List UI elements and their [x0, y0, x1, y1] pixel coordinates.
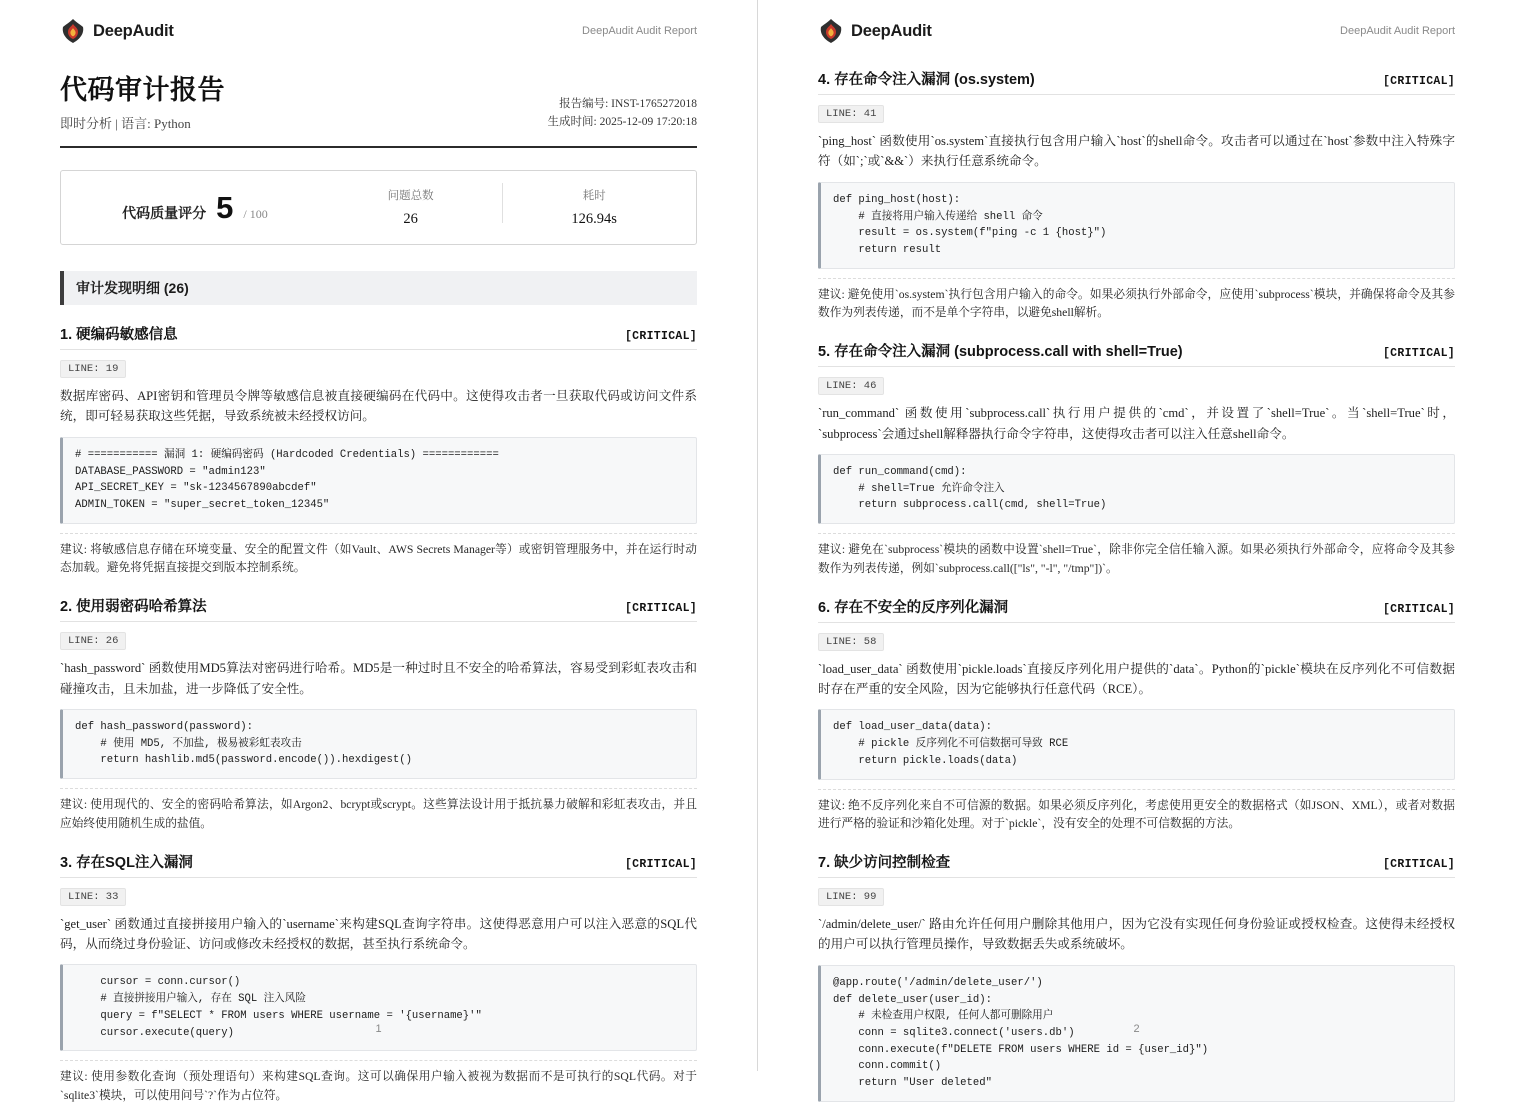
report-subtitle: 即时分析 | 语言: Python — [60, 116, 191, 131]
finding-line-number: LINE: 41 — [818, 105, 884, 123]
finding-recommendation: 建议: 避免使用`os.system`执行包含用户输入的命令。如果必须执行外部命令，应使用`subprocess`模块，并确保将命令及其参数作为列表传递，而不是单个字符串，以避免shell解析。 — [818, 278, 1455, 323]
finding-title: 2. 使用弱密码哈希算法 — [60, 599, 207, 616]
finding-code-block: def hash_password(password): # 使用 MD5, 不加盐, 极易被彩虹表攻击 return hashlib.md5(password.encode()).hexdigest() — [60, 709, 697, 779]
status-badge: [CRITICAL] — [1382, 75, 1455, 88]
finding-code-block: def ping_host(host): # 直接将用户输入传递给 shell 命令 result = os.system(f"ping -c 1 {host}") return result — [818, 182, 1455, 269]
finding-item — [818, 340, 1455, 578]
finding-header — [818, 596, 1455, 623]
finding-item — [60, 323, 697, 578]
finding-header — [818, 68, 1455, 95]
finding-line-number: LINE: 19 — [60, 360, 126, 378]
brand-logo — [60, 18, 174, 44]
finding-item — [818, 596, 1455, 834]
finding-recommendation: 建议: 绝不反序列化来自不可信源的数据。如果必须反序列化，考虑使用更安全的数据格式（如JSON、XML），或者对数据进行严格的验证和沙箱化处理。对于`pickle`，没有安全的处理不可信数据的方法。 — [818, 789, 1455, 834]
finding-code-block: @app.route('/admin/delete_user/') def delete_user(user_id): # 未检查用户权限, 任何人都可删除用户 conn = sqlite3.connect('users.db') conn.execute(f"DELETE FROM users WHERE id = {user_id}") conn.commit() return "User deleted" — [818, 965, 1455, 1102]
document-page-1 — [0, 0, 757, 1103]
summary-box — [60, 170, 697, 245]
finding-item — [60, 851, 697, 1106]
report-meta — [548, 96, 698, 132]
finding-description: `load_user_data` 函数使用`pickle.loads`直接反序列化用户提供的`data`。Python的`pickle`模块在反序列化不可信数据时存在严重的安全风险，因为它能够执行任意代码（RCE）。 — [818, 661, 1455, 696]
finding-item — [818, 851, 1455, 1102]
finding-header — [60, 595, 697, 622]
finding-recommendation: 建议: 将敏感信息存储在环境变量、安全的配置文件（如Vault、AWS Secrets Manager等）或密钥管理服务中，并在运行时动态加载。避免将凭据直接提交到版本控制系统。 — [60, 533, 697, 578]
finding-header — [818, 340, 1455, 367]
finding-description: `run_command` 函数使用`subprocess.call`执行用户提供的`cmd`，并设置了`shell=True`。当`shell=True`时，`subprocess`会通过shell解释器执行命令字符串，这使得攻击者可以注入任意shell命令。 — [818, 406, 1455, 441]
finding-title: 7. 缺少访问控制检查 — [818, 855, 951, 871]
finding-line-number: LINE: 33 — [60, 888, 126, 906]
report-id: 报告编号: INST-1765272018 — [559, 98, 697, 111]
finding-item — [818, 68, 1455, 323]
page-number: 1 — [375, 1023, 382, 1035]
score-value: 5 — [216, 189, 234, 225]
page-title: 代码审计报告 — [60, 75, 225, 105]
finding-item — [60, 595, 697, 833]
status-badge: [CRITICAL] — [1382, 858, 1455, 871]
finding-header — [60, 851, 697, 878]
score-max: / 100 — [243, 206, 268, 221]
issues-cell — [319, 187, 503, 228]
document-page-2 — [758, 0, 1515, 1090]
flame-shield-icon — [818, 18, 844, 44]
finding-description: `ping_host` 函数使用`os.system`直接执行包含用户输入`host`的shell命令。攻击者可以通过在`host`参数中注入特殊字符（如`;`或`&&`）来执行任意系统命令。 — [818, 134, 1455, 169]
finding-description: `hash_password` 函数使用MD5算法对密码进行哈希。MD5是一种过时且不安全的哈希算法，容易受到彩虹表攻击和碰撞攻击，且未加盐，进一步降低了安全性。 — [60, 661, 697, 696]
status-badge: [CRITICAL] — [624, 602, 697, 616]
finding-title: 4. 存在命令注入漏洞 (os.system) — [818, 72, 1035, 88]
finding-title: 5. 存在命令注入漏洞 (subprocess.call with shell=True) — [818, 344, 1183, 361]
finding-recommendation: 建议: 使用参数化查询（预处理语句）来构建SQL查询。这可以确保用户输入被视为数据而不是可执行的SQL代码。对于`sqlite3`模块，可以使用问号`?`作为占位符。 — [60, 1060, 697, 1105]
finding-code-block: # =========== 漏洞 1: 硬编码密码 (Hardcoded Credentials) ============ DATABASE_PASSWORD = "admin123" API_SECRET_KEY = "sk-1234567890abcdef" ADMIN_TOKEN = "super_secret_token_12345" — [60, 437, 697, 524]
brand-name: DeepAudit — [93, 21, 174, 40]
report-title-row — [60, 68, 697, 148]
finding-recommendation: 建议: 使用现代的、安全的密码哈希算法，如Argon2、bcrypt或scrypt。这些算法设计用于抵抗暴力破解和彩虹表攻击，并且应始终使用随机生成的盐值。 — [60, 788, 697, 833]
issues-value: 26 — [403, 211, 418, 227]
report-generated-time: 生成时间: 2025-12-09 17:20:18 — [547, 116, 697, 129]
finding-line-number: LINE: 58 — [818, 633, 884, 651]
page-header — [818, 18, 1455, 50]
finding-recommendation: 建议: 避免在`subprocess`模块的函数中设置`shell=True`，除非你完全信任输入源。如果必须执行外部命令，应将命令及其参数作为列表传递，例如`subprocess.call(["ls", "-l", "/tmp"])`。 — [818, 533, 1455, 578]
finding-line-number: LINE: 99 — [818, 888, 884, 906]
finding-description: 数据库密码、API密钥和管理员令牌等敏感信息被直接硬编码在代码中。这使得攻击者一旦获取代码或访问文件系统，即可轻易获取这些凭据，导致系统被未经授权访问。 — [60, 389, 697, 424]
page-number: 2 — [1133, 1023, 1140, 1035]
page-header — [60, 18, 697, 50]
flame-shield-icon — [60, 18, 86, 44]
status-badge: [CRITICAL] — [624, 857, 697, 871]
brand-logo — [818, 18, 932, 44]
finding-title: 3. 存在SQL注入漏洞 — [60, 854, 193, 871]
duration-label: 耗时 — [582, 190, 606, 202]
score-cell — [71, 190, 319, 226]
finding-header — [818, 851, 1455, 878]
header-report-label: DeepAudit Audit Report — [1340, 25, 1455, 37]
status-badge: [CRITICAL] — [1382, 347, 1455, 361]
finding-line-number: LINE: 26 — [60, 632, 126, 650]
finding-line-number: LINE: 46 — [818, 377, 884, 395]
findings-section-header: 审计发现明细 (26) — [60, 271, 697, 305]
finding-code-block: cursor = conn.cursor() # 直接拼接用户输入, 存在 SQL 注入风险 query = f"SELECT * FROM users WHERE username = '{username}'" cursor.execute(query) — [60, 964, 697, 1051]
score-label: 代码质量评分 — [122, 204, 207, 221]
duration-cell — [502, 187, 686, 228]
issues-label: 问题总数 — [387, 190, 434, 202]
duration-value: 126.94s — [571, 211, 617, 227]
finding-description: `get_user` 函数通过直接拼接用户输入的`username`来构建SQL查询字符串。这使得恶意用户可以注入恶意的SQL代码，从而绕过身份验证、访问或修改未经授权的数据，甚至执行系统命令。 — [60, 916, 697, 951]
status-badge: [CRITICAL] — [1382, 602, 1455, 616]
finding-header — [60, 323, 697, 350]
finding-title: 6. 存在不安全的反序列化漏洞 — [818, 599, 1009, 616]
header-report-label: DeepAudit Audit Report — [582, 25, 697, 37]
status-badge: [CRITICAL] — [624, 330, 697, 343]
finding-code-block: def load_user_data(data): # pickle 反序列化不可信数据可导致 RCE return pickle.loads(data) — [818, 709, 1455, 779]
finding-description: `/admin/delete_user/` 路由允许任何用户删除其他用户，因为它没有实现任何身份验证或授权检查。这使得未经授权的用户可以执行管理员操作，导致数据丢失或系统破坏。 — [818, 917, 1455, 952]
brand-name: DeepAudit — [851, 21, 932, 40]
finding-title: 1. 硬编码敏感信息 — [60, 327, 178, 343]
finding-code-block: def run_command(cmd): # shell=True 允许命令注入 return subprocess.call(cmd, shell=True) — [818, 454, 1455, 524]
